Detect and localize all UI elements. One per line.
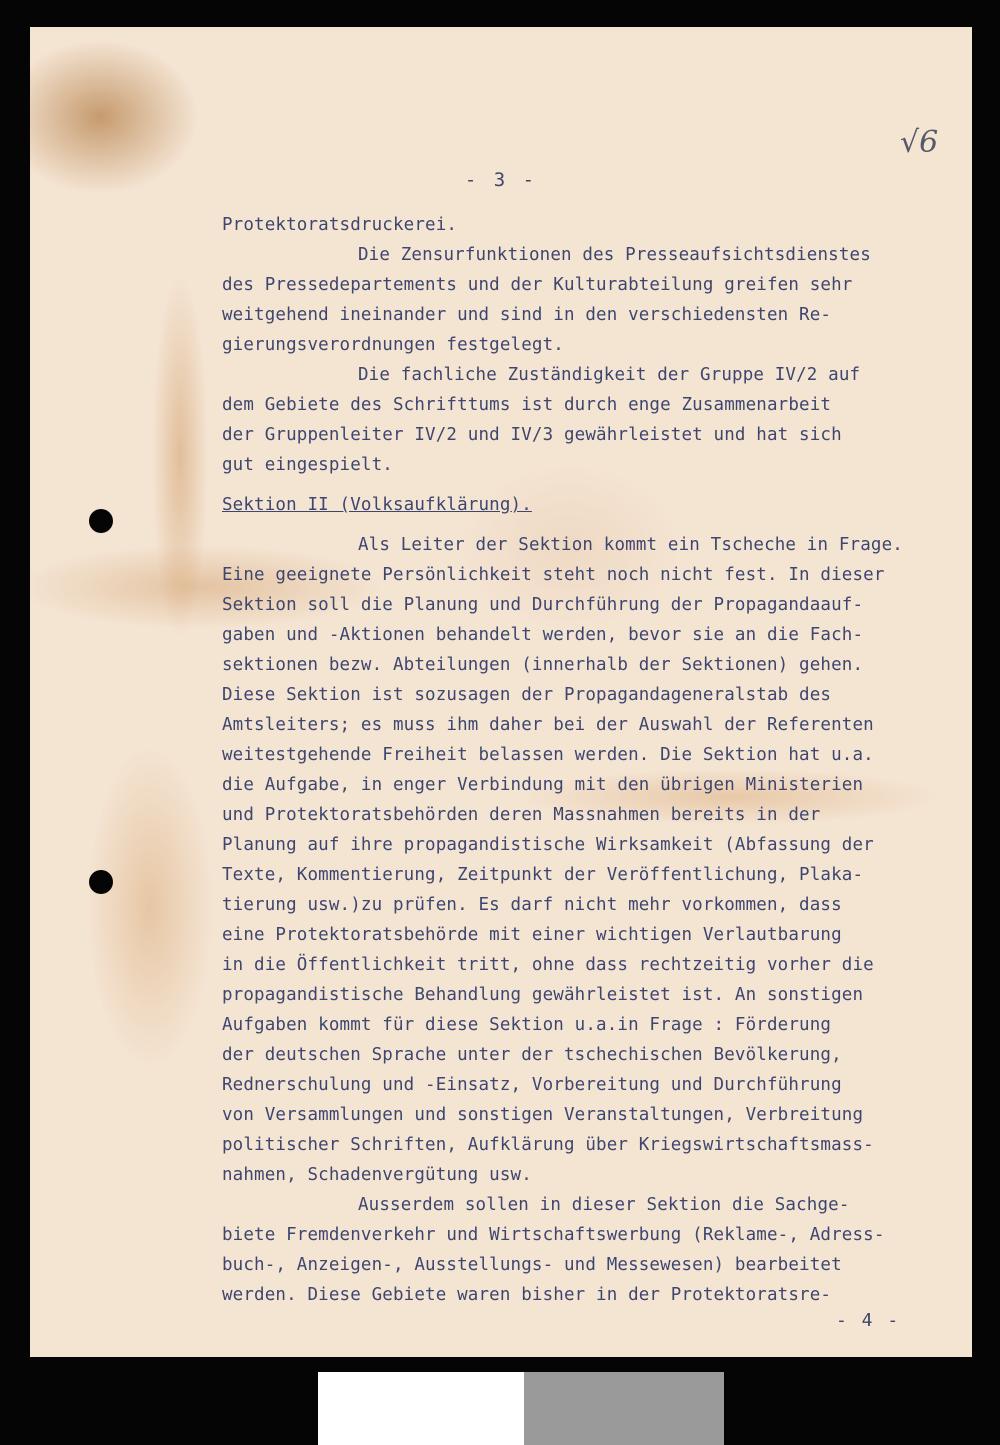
text-line: Planung auf ihre propagandistische Wirksamkeit (Abfassung der: [222, 835, 874, 855]
text-line: eine Protektoratsbehörde mit einer wichtigen Verlautbarung: [222, 925, 842, 945]
text-line: in die Öffentlichkeit tritt, ohne dass rechtzeitig vorher die: [222, 955, 874, 975]
typed-body-text: [222, 210, 962, 1310]
punch-hole: [89, 509, 113, 533]
text-line: Ausserdem sollen in dieser Sektion die Sachge-: [358, 1195, 850, 1215]
text-line: von Versammlungen und sonstigen Veranstaltungen, Verbreitung: [222, 1105, 864, 1125]
text-line: propagandistische Behandlung gewährleistet ist. An sonstigen: [222, 985, 864, 1005]
text-line: Diese Sektion ist sozusagen der Propagandageneralstab des: [222, 685, 832, 705]
text-line: der deutschen Sprache unter der tschechischen Bevölkerung,: [222, 1045, 842, 1065]
handwritten-margin-note: √6: [900, 125, 939, 160]
text-line: Eine geeignete Persönlichkeit steht noch nicht fest. In dieser: [222, 565, 885, 585]
text-line: buch-, Anzeigen-, Ausstellungs- und Messewesen) bearbeitet: [222, 1255, 842, 1275]
text-line: Als Leiter der Sektion kommt ein Tscheche in Frage.: [358, 535, 903, 555]
text-line: biete Fremdenverkehr und Wirtschaftswerbung (Reklame-, Adress-: [222, 1225, 885, 1245]
text-line: Texte, Kommentierung, Zeitpunkt der Veröffentlichung, Plaka-: [222, 865, 864, 885]
text-line: politischer Schriften, Aufklärung über Kriegswirtschaftsmass-: [222, 1135, 874, 1155]
text-line: des Pressedepartements und der Kulturabteilung greifen sehr: [222, 275, 853, 295]
text-line: Protektoratsdruckerei.: [222, 215, 458, 235]
calibration-grey-patch: [524, 1372, 724, 1445]
section-heading: Sektion II (Volksaufklärung).: [222, 495, 532, 515]
spacer: [222, 520, 962, 530]
scan-calibration-strip: [318, 1372, 728, 1445]
calibration-white-patch: [318, 1372, 524, 1445]
next-page-reference: - 4 -: [836, 1310, 901, 1331]
punch-hole: [89, 870, 113, 894]
text-line: gierungsverordnungen festgelegt.: [222, 335, 564, 355]
text-line: Die fachliche Zuständigkeit der Gruppe IV/2 auf: [358, 365, 861, 385]
text-line: Die Zensurfunktionen des Presseaufsichtsdienstes: [358, 245, 871, 265]
text-line: werden. Diese Gebiete waren bisher in der Protektoratsre-: [222, 1285, 832, 1305]
page-number: - 3 -: [464, 169, 538, 191]
text-line: gut eingespielt.: [222, 455, 393, 475]
text-line: nahmen, Schadenvergütung usw.: [222, 1165, 532, 1185]
text-line: der Gruppenleiter IV/2 und IV/3 gewährleistet und hat sich: [222, 425, 842, 445]
text-line: Aufgaben kommt für diese Sektion u.a.in Frage : Förderung: [222, 1015, 832, 1035]
spacer: [222, 480, 962, 490]
text-line: gaben und -Aktionen behandelt werden, bevor sie an die Fach-: [222, 625, 864, 645]
text-line: sektionen bezw. Abteilungen (innerhalb der Sektionen) gehen.: [222, 655, 864, 675]
text-line: weitgehend ineinander und sind in den verschiedensten Re-: [222, 305, 832, 325]
text-line: Amtsleiters; es muss ihm daher bei der Auswahl der Referenten: [222, 715, 874, 735]
document-page: [30, 27, 972, 1357]
text-line: weitestgehende Freiheit belassen werden. Die Sektion hat u.a.: [222, 745, 874, 765]
text-line: tierung usw.)zu prüfen. Es darf nicht mehr vorkommen, dass: [222, 895, 842, 915]
text-line: und Protektoratsbehörden deren Massnahmen bereits in der: [222, 805, 821, 825]
text-line: Sektion soll die Planung und Durchführung der Propagandaauf-: [222, 595, 864, 615]
text-line: dem Gebiete des Schrifttums ist durch enge Zusammenarbeit: [222, 395, 832, 415]
text-line: Rednerschulung und -Einsatz, Vorbereitung und Durchführung: [222, 1075, 842, 1095]
text-line: die Aufgabe, in enger Verbindung mit den übrigen Ministerien: [222, 775, 864, 795]
